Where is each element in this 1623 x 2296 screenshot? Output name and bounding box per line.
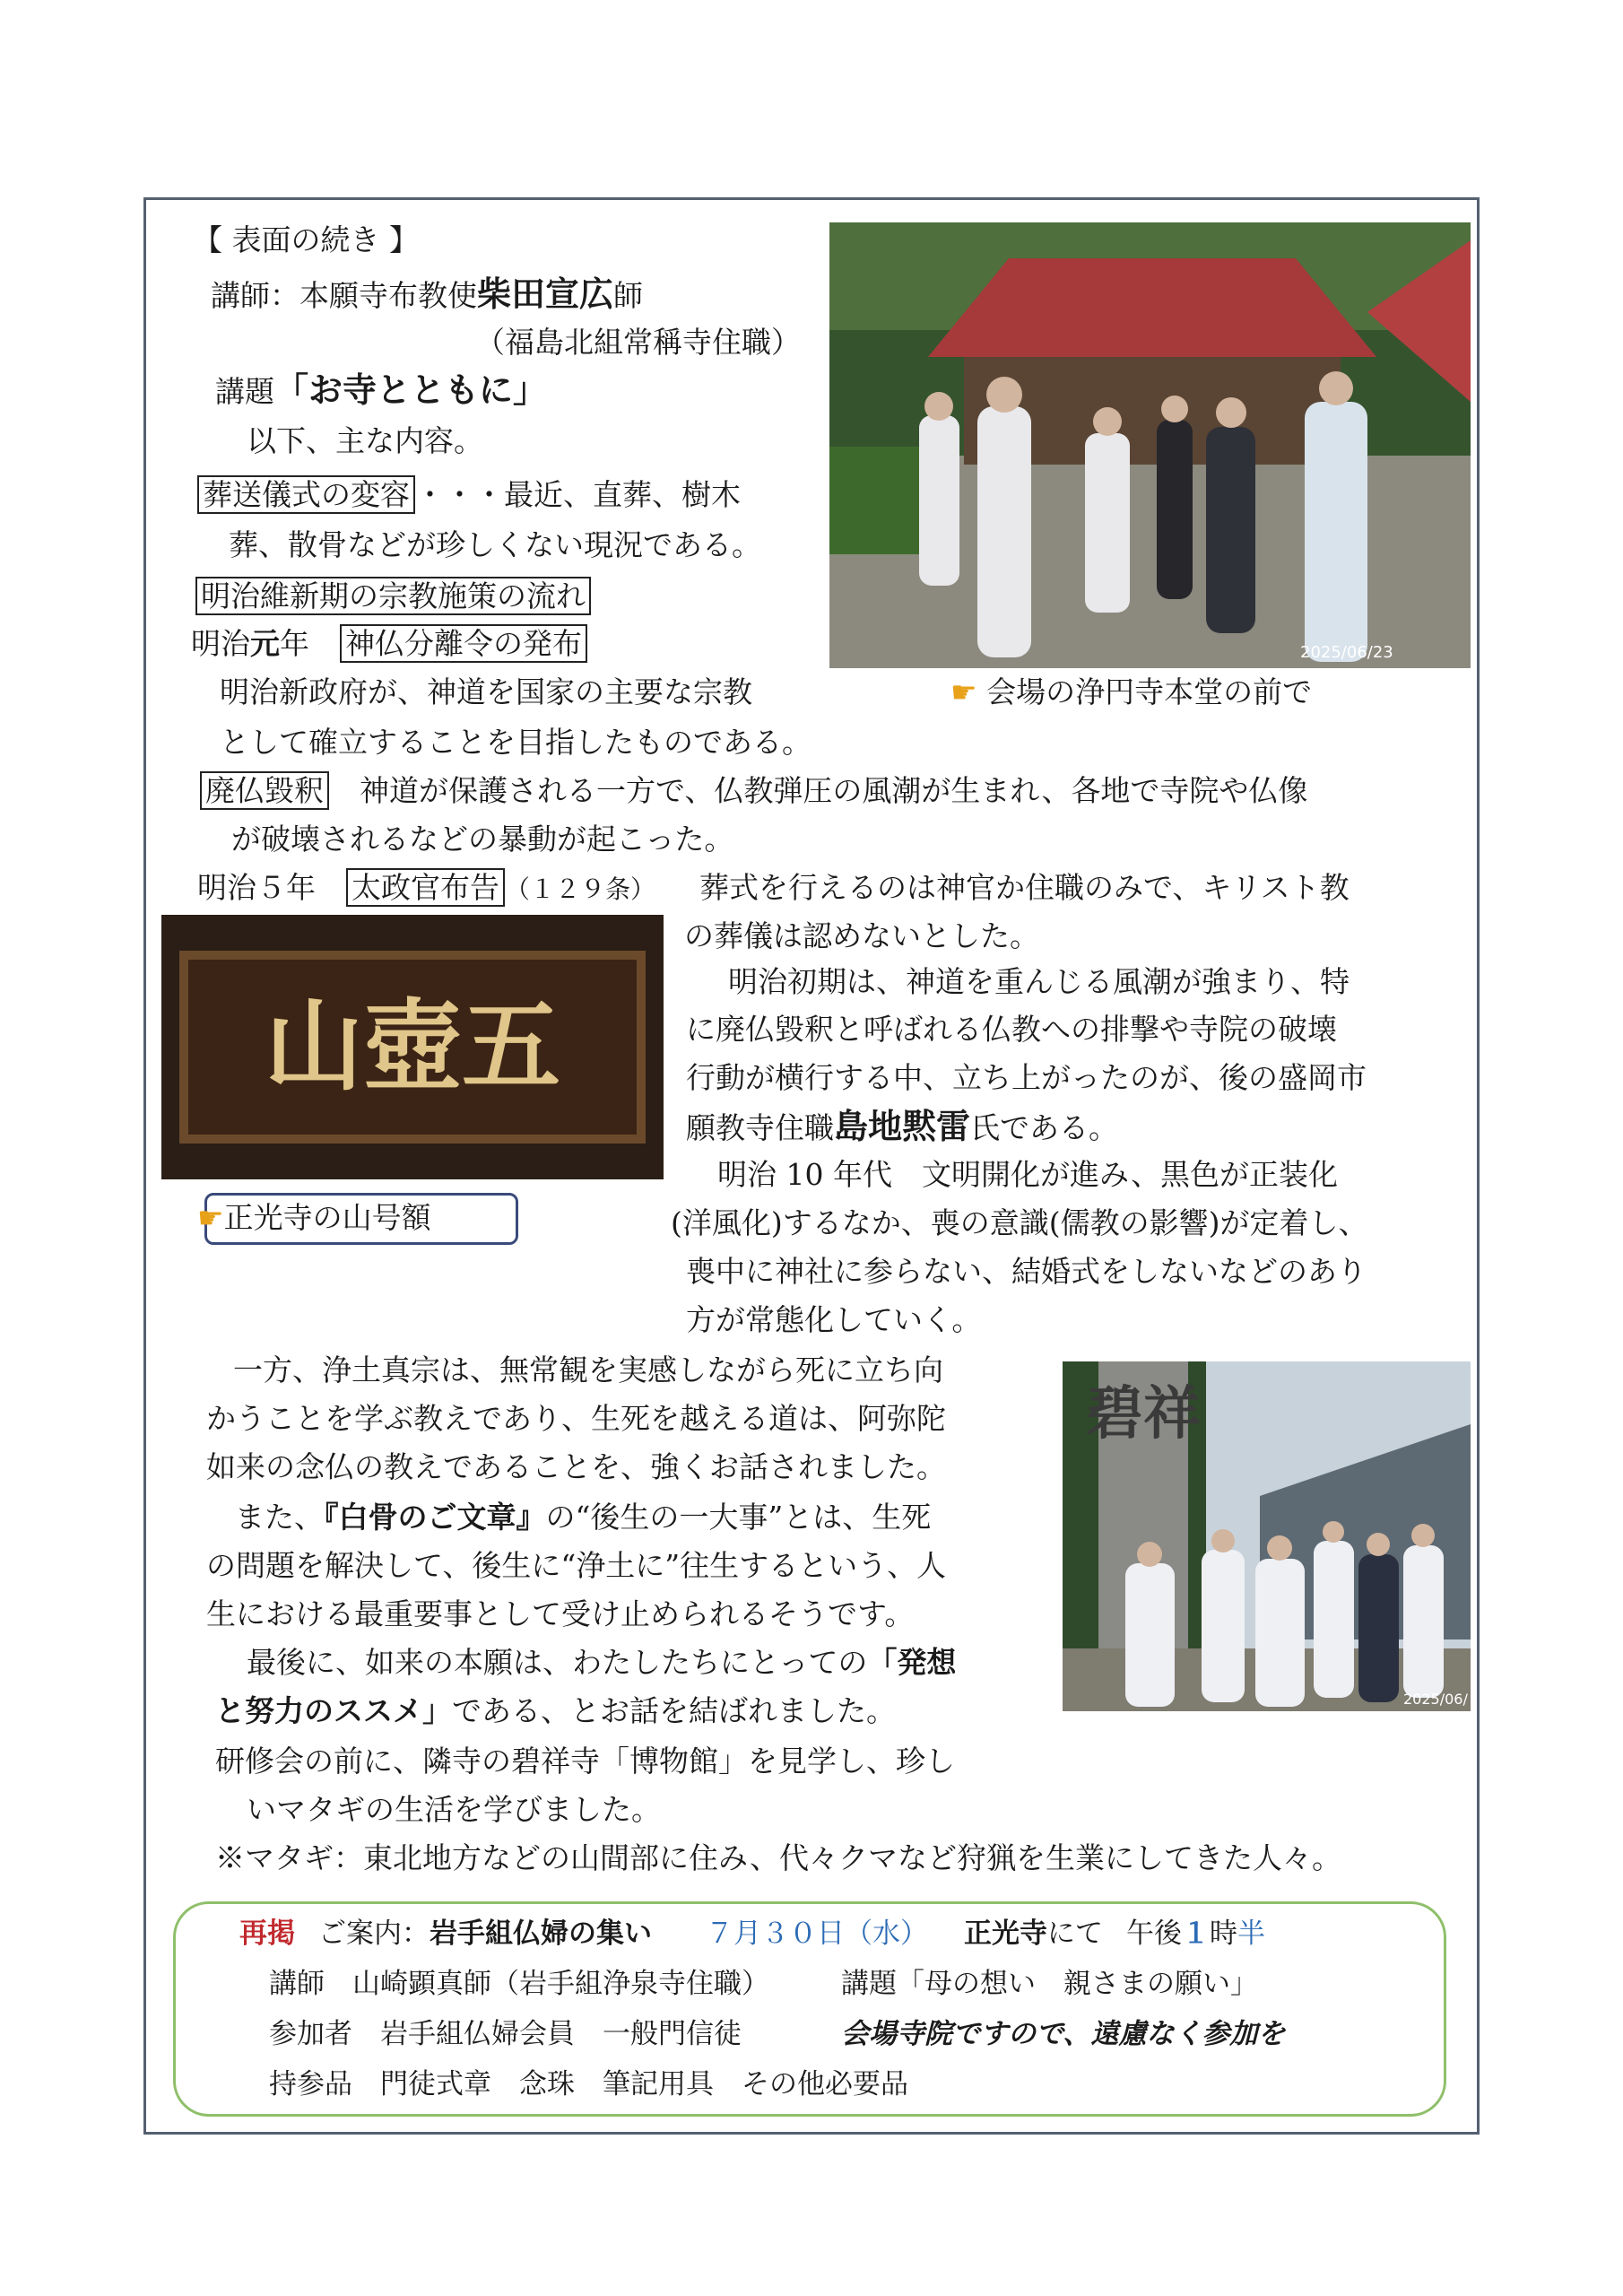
temple-group-photo [829, 222, 1471, 668]
notice-items: 持参品 門徒式章 念珠 筆記用具 その他必要品 [269, 2068, 908, 2100]
meiji-heading: 明治維新期の宗教施策の流れ [195, 577, 591, 615]
pointing-hand-icon: ☛ [950, 674, 977, 709]
topic-line [215, 372, 547, 410]
event-name: 岩手組仏婦の集い [430, 1918, 652, 1950]
notice-lecturer: 講師 山崎顕真師（岩手組浄泉寺住職） [269, 1968, 769, 2000]
meiji10-text1: 明治 10 年代 文明開化が進み、黒色が正装化 [717, 1157, 1338, 1192]
repost-label: 再掲 [239, 1918, 295, 1950]
plaque-caption-line [197, 1200, 431, 1236]
section-title: 【 表面の続き 】 [193, 222, 419, 257]
meiji1-year: 元 [250, 626, 280, 661]
meiji10-text2: (洋風化)するなか、喪の意識(儒教の影響)が定着し、 [671, 1205, 1368, 1240]
event-venue: 正光寺 [964, 1918, 1047, 1950]
plaque-graphic [161, 915, 664, 1179]
haibutsu-line1 [200, 773, 1307, 809]
closing-text2 [215, 1693, 896, 1729]
intro-text: 以下、主な内容。 [247, 423, 483, 458]
meiji10-text4: 方が常態化していく。 [686, 1302, 982, 1337]
hakkotsu-title: 『白骨のご文章』 [324, 1500, 546, 1535]
photo1-caption: 会場の浄円寺本堂の前で [986, 674, 1313, 709]
lecturer-line [211, 276, 643, 314]
lecturer-name: 柴田宣広 [477, 274, 614, 314]
plaque-caption: 正光寺の山号額 [223, 1200, 431, 1235]
closing-bold1: 「発想 [867, 1645, 957, 1680]
museum-text1: 研修会の前に、隣寺の碧祥寺「博物館」を見学し、珍し [215, 1744, 955, 1779]
haibutsu-heading: 廃仏毀釈 [200, 771, 329, 810]
meiji1-line [191, 626, 587, 662]
funeral-heading: 葬送儀式の変容 [197, 475, 415, 514]
guide-prefix: ご案内： [318, 1918, 430, 1950]
time-half: 半 [1237, 1918, 1265, 1950]
plaque-characters: 山壺五 [265, 988, 560, 1104]
stone-characters: 碧祥 [1086, 1380, 1201, 1448]
jodo-text2: かうことを学ぶ教えであり、生死を越える道は、阿弥陀 [206, 1401, 946, 1436]
meiji5-text2: の葬儀は認めないとした。 [684, 918, 1039, 953]
shimaji-prefix: 願教寺住職 [686, 1110, 834, 1145]
notice-topic: 講題「母の想い 親さまの願い」 [841, 1968, 1258, 2000]
meiji5-article: （１２９条） [505, 874, 656, 904]
notice-invite: 会場寺院ですので、遠慮なく参加を [841, 2018, 1286, 2050]
pointing-hand-icon: ☛ [197, 1200, 224, 1235]
closing-suffix: である、とお話を結ばれました。 [452, 1693, 896, 1728]
venue-suffix: にて [1047, 1918, 1103, 1950]
jodo-text3: 如来の念仏の教えであることを、強くお話されました。 [206, 1449, 946, 1484]
photo2-date: 2025/06/ [1403, 1691, 1468, 1708]
funeral-text1: ・・・最近、直葬、樹木 [415, 477, 741, 512]
hakkotsu-text3: 生における最重要事として受け止められるそうです。 [206, 1596, 915, 1631]
hekishoji-group-photo [1063, 1361, 1471, 1711]
meiji1-text2: として確立することを目指したものである。 [220, 725, 812, 760]
closing-text1 [247, 1645, 956, 1681]
hekishoji-photo-graphic [1063, 1361, 1471, 1711]
meiji5-text1: 葬式を行えるのは神官か住職のみで、キリスト教 [699, 870, 1350, 905]
lecturer-suffix: 師 [613, 278, 644, 313]
time-prefix: 午後 [1126, 1918, 1182, 1950]
lecturer-prefix: 講師：本願寺布教使 [211, 278, 477, 313]
meiji1-decree: 神仏分離令の発布 [340, 624, 587, 663]
topic-prefix: 講題 [215, 374, 274, 409]
notice-line1 [239, 1916, 1265, 1952]
photo1-caption-line [950, 674, 1312, 710]
closing-prefix: 最後に、如来の本願は、わたしたちにとっての [247, 1645, 868, 1680]
meiji5-line [197, 870, 655, 908]
photo1-date: 2025/06/23 [1300, 643, 1393, 662]
shimaji-suffix: 氏である。 [970, 1110, 1119, 1145]
shimaji-text4 [686, 1106, 1119, 1146]
meiji5-decree: 太政官布告 [346, 868, 505, 907]
meiji1-suffix: 年 [280, 626, 309, 661]
topic-title: 「お寺とともに」 [274, 370, 548, 410]
event-date: ７月３０日（水） [706, 1918, 928, 1950]
notice-participants: 参加者 岩手組仏婦会員 一般門信徒 [269, 2018, 742, 2050]
hakkotsu-text2: の問題を解決して、後生に“浄土に”往生するという、人 [206, 1548, 947, 1583]
matagi-note: ※マタギ：東北地方などの山間部に住み、代々クマなど狩猟を生業にしてきた人々。 [215, 1840, 1341, 1875]
closing-bold2: と努力のススメ」 [215, 1693, 452, 1728]
funeral-line2: 葬、散骨などが珍しくない現況である。 [229, 527, 761, 562]
funeral-line1 [197, 477, 741, 513]
museum-text2: いマタギの生活を学びました。 [247, 1792, 661, 1827]
meiji5-prefix: 明治５年 [197, 870, 316, 905]
shimaji-name: 島地黙雷 [834, 1106, 971, 1146]
time-label: 時 [1210, 1918, 1237, 1950]
hakkotsu-text1 [235, 1500, 931, 1535]
meiji-heading-line [195, 578, 591, 614]
meiji1-prefix: 明治 [191, 626, 250, 661]
shimaji-text3: 行動が横行する中、立ち上がったのが、後の盛岡市 [686, 1060, 1367, 1095]
lecturer-affiliation: （福島北組常稱寺住職） [475, 325, 801, 360]
shimaji-text1: 明治初期は、神道を重んじる風潮が強まり、特 [728, 964, 1350, 999]
temple-photo-graphic [829, 222, 1471, 668]
time-hour: １ [1182, 1918, 1210, 1950]
meiji10-text3: 喪中に神社に参らない、結婚式をしないなどのあり [686, 1254, 1367, 1289]
shimaji-text2: に廃仏毀釈と呼ばれる仏教への排撃や寺院の破壊 [686, 1012, 1337, 1047]
hakkotsu-prefix: また、 [235, 1500, 324, 1535]
haibutsu-line2: が破壊されるなどの暴動が起こった。 [231, 822, 734, 857]
haibutsu-text1: 神道が保護される一方で、仏教弾圧の風潮が生まれ、各地で寺院や仏像 [360, 773, 1308, 808]
jodo-text1: 一方、浄土真宗は、無常観を実感しながら死に立ち向 [233, 1352, 943, 1387]
plaque-photo [161, 915, 664, 1179]
hakkotsu-suffix: の“後生の一大事”とは、生死 [545, 1500, 932, 1535]
meiji1-text1: 明治新政府が、神道を国家の主要な宗教 [220, 674, 752, 709]
